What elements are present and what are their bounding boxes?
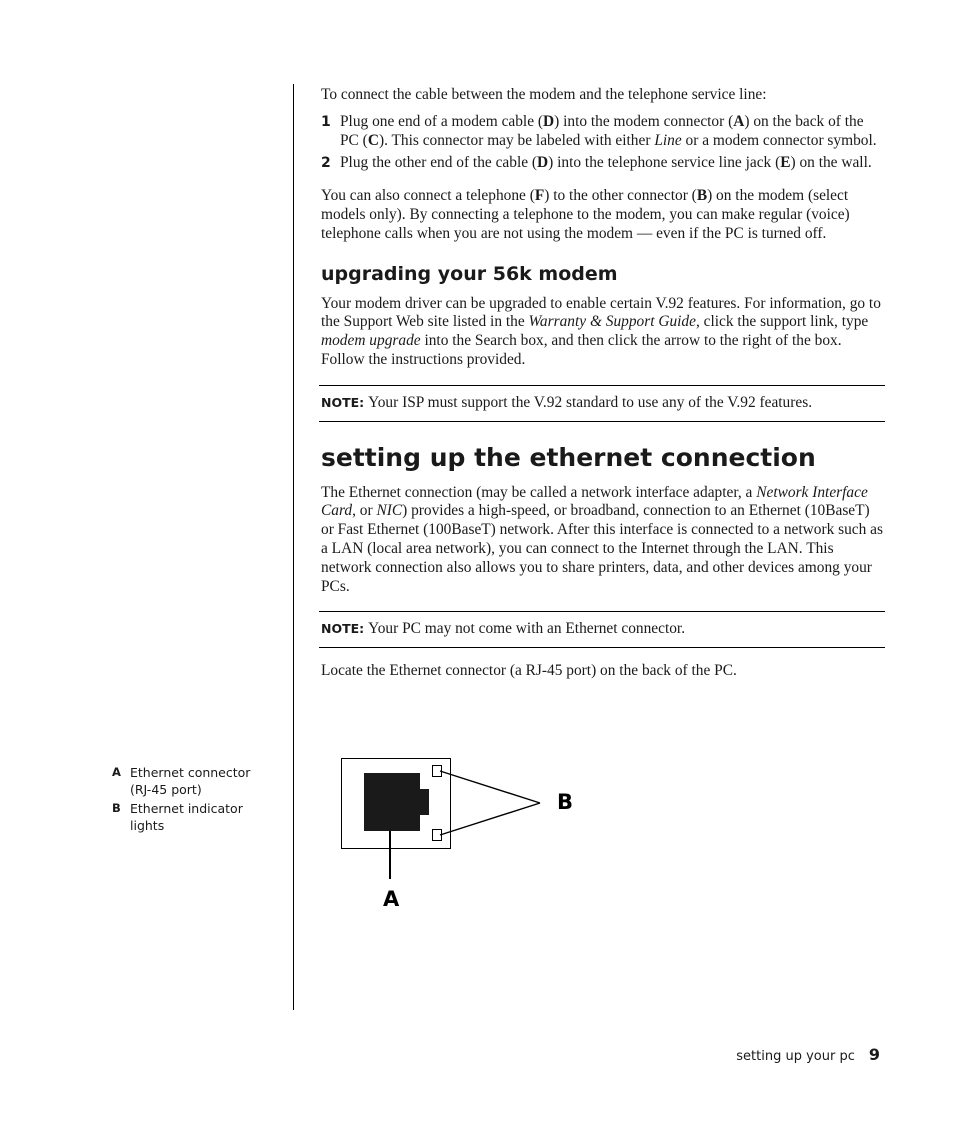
note-label: NOTE: — [321, 621, 365, 637]
footer-section-title: setting up your pc — [736, 1049, 855, 1064]
callout-line-b-top — [440, 771, 540, 803]
callout-label-b: B — [557, 790, 574, 814]
upgrade-heading: upgrading your 56k modem — [321, 262, 618, 285]
step-2: 2 Plug the other end of the cable (D) into the telephone service line jack (E) on the wall. — [321, 154, 872, 172]
note-box-ethernet — [319, 611, 885, 648]
intro-paragraph: To connect the cable between the modem and the telephone service line: — [321, 86, 767, 103]
main-column — [321, 86, 883, 681]
locate-paragraph: Locate the Ethernet connector (a RJ-45 port) on the back of the PC. — [321, 662, 737, 680]
step-number: 1 — [321, 113, 331, 130]
note-text: Your PC may not come with an Ethernet connector. — [368, 620, 686, 638]
ethernet-paragraph: The Ethernet connection (may be called a network interface adapter, a Network Interface Card, or NIC) provides a high-speed, or broadband, connection to an Ethernet (10BaseT) or Fast Ethernet (100BaseT) network. After this interface is connected to a network such as a LAN (local area network), you can connect to the Internet through the LAN. This network connection also allows you to share printers, data, and other devices among your PCs. — [321, 483, 884, 595]
upgrade-paragraph: Your modem driver can be upgraded to enable certain V.92 features. For information, go to the Support Web site listed in the Warranty & Support Guide, click the support link, type modem upgrade into the Search box, and then click the arrow to the right of the box. Follow the instructions provided. — [321, 294, 881, 368]
rj45-port-icon — [364, 773, 429, 831]
ethernet-port-diagram — [340, 756, 590, 916]
page-footer — [736, 1045, 880, 1064]
telephone-paragraph: You can also connect a telephone (F) to the other connector (B) on the modem (select models only). By connecting a telephone to the modem, you can make regular (voice) telephone calls when you are not using the modem — even if the PC is turned off. — [321, 187, 850, 242]
page-number: 9 — [868, 1045, 880, 1064]
legend-item-b — [112, 800, 262, 834]
legend-item-a — [112, 764, 262, 798]
legend-letter: A — [112, 765, 121, 779]
step-list — [321, 113, 883, 173]
ethernet-heading: setting up the ethernet connection — [321, 442, 816, 472]
margin-rule — [293, 84, 294, 1010]
legend-text: Ethernet connector (RJ-45 port) — [130, 765, 251, 797]
step-1: 1 Plug one end of a modem cable (D) into the modem connector (A) on the back of the PC (C). This connector may be labeled with either Line or a modem connector symbol. — [321, 112, 877, 149]
legend-text: Ethernet indicator lights — [130, 801, 243, 833]
callout-label-a: A — [383, 887, 400, 911]
legend-letter: B — [112, 801, 121, 815]
figure-legend — [112, 764, 262, 836]
step-number: 2 — [321, 155, 331, 172]
note-box-v92 — [319, 385, 885, 422]
note-text: Your ISP must support the V.92 standard to use any of the V.92 features. — [368, 393, 813, 411]
callout-line-b-bottom — [440, 803, 540, 835]
note-label: NOTE: — [321, 394, 365, 410]
